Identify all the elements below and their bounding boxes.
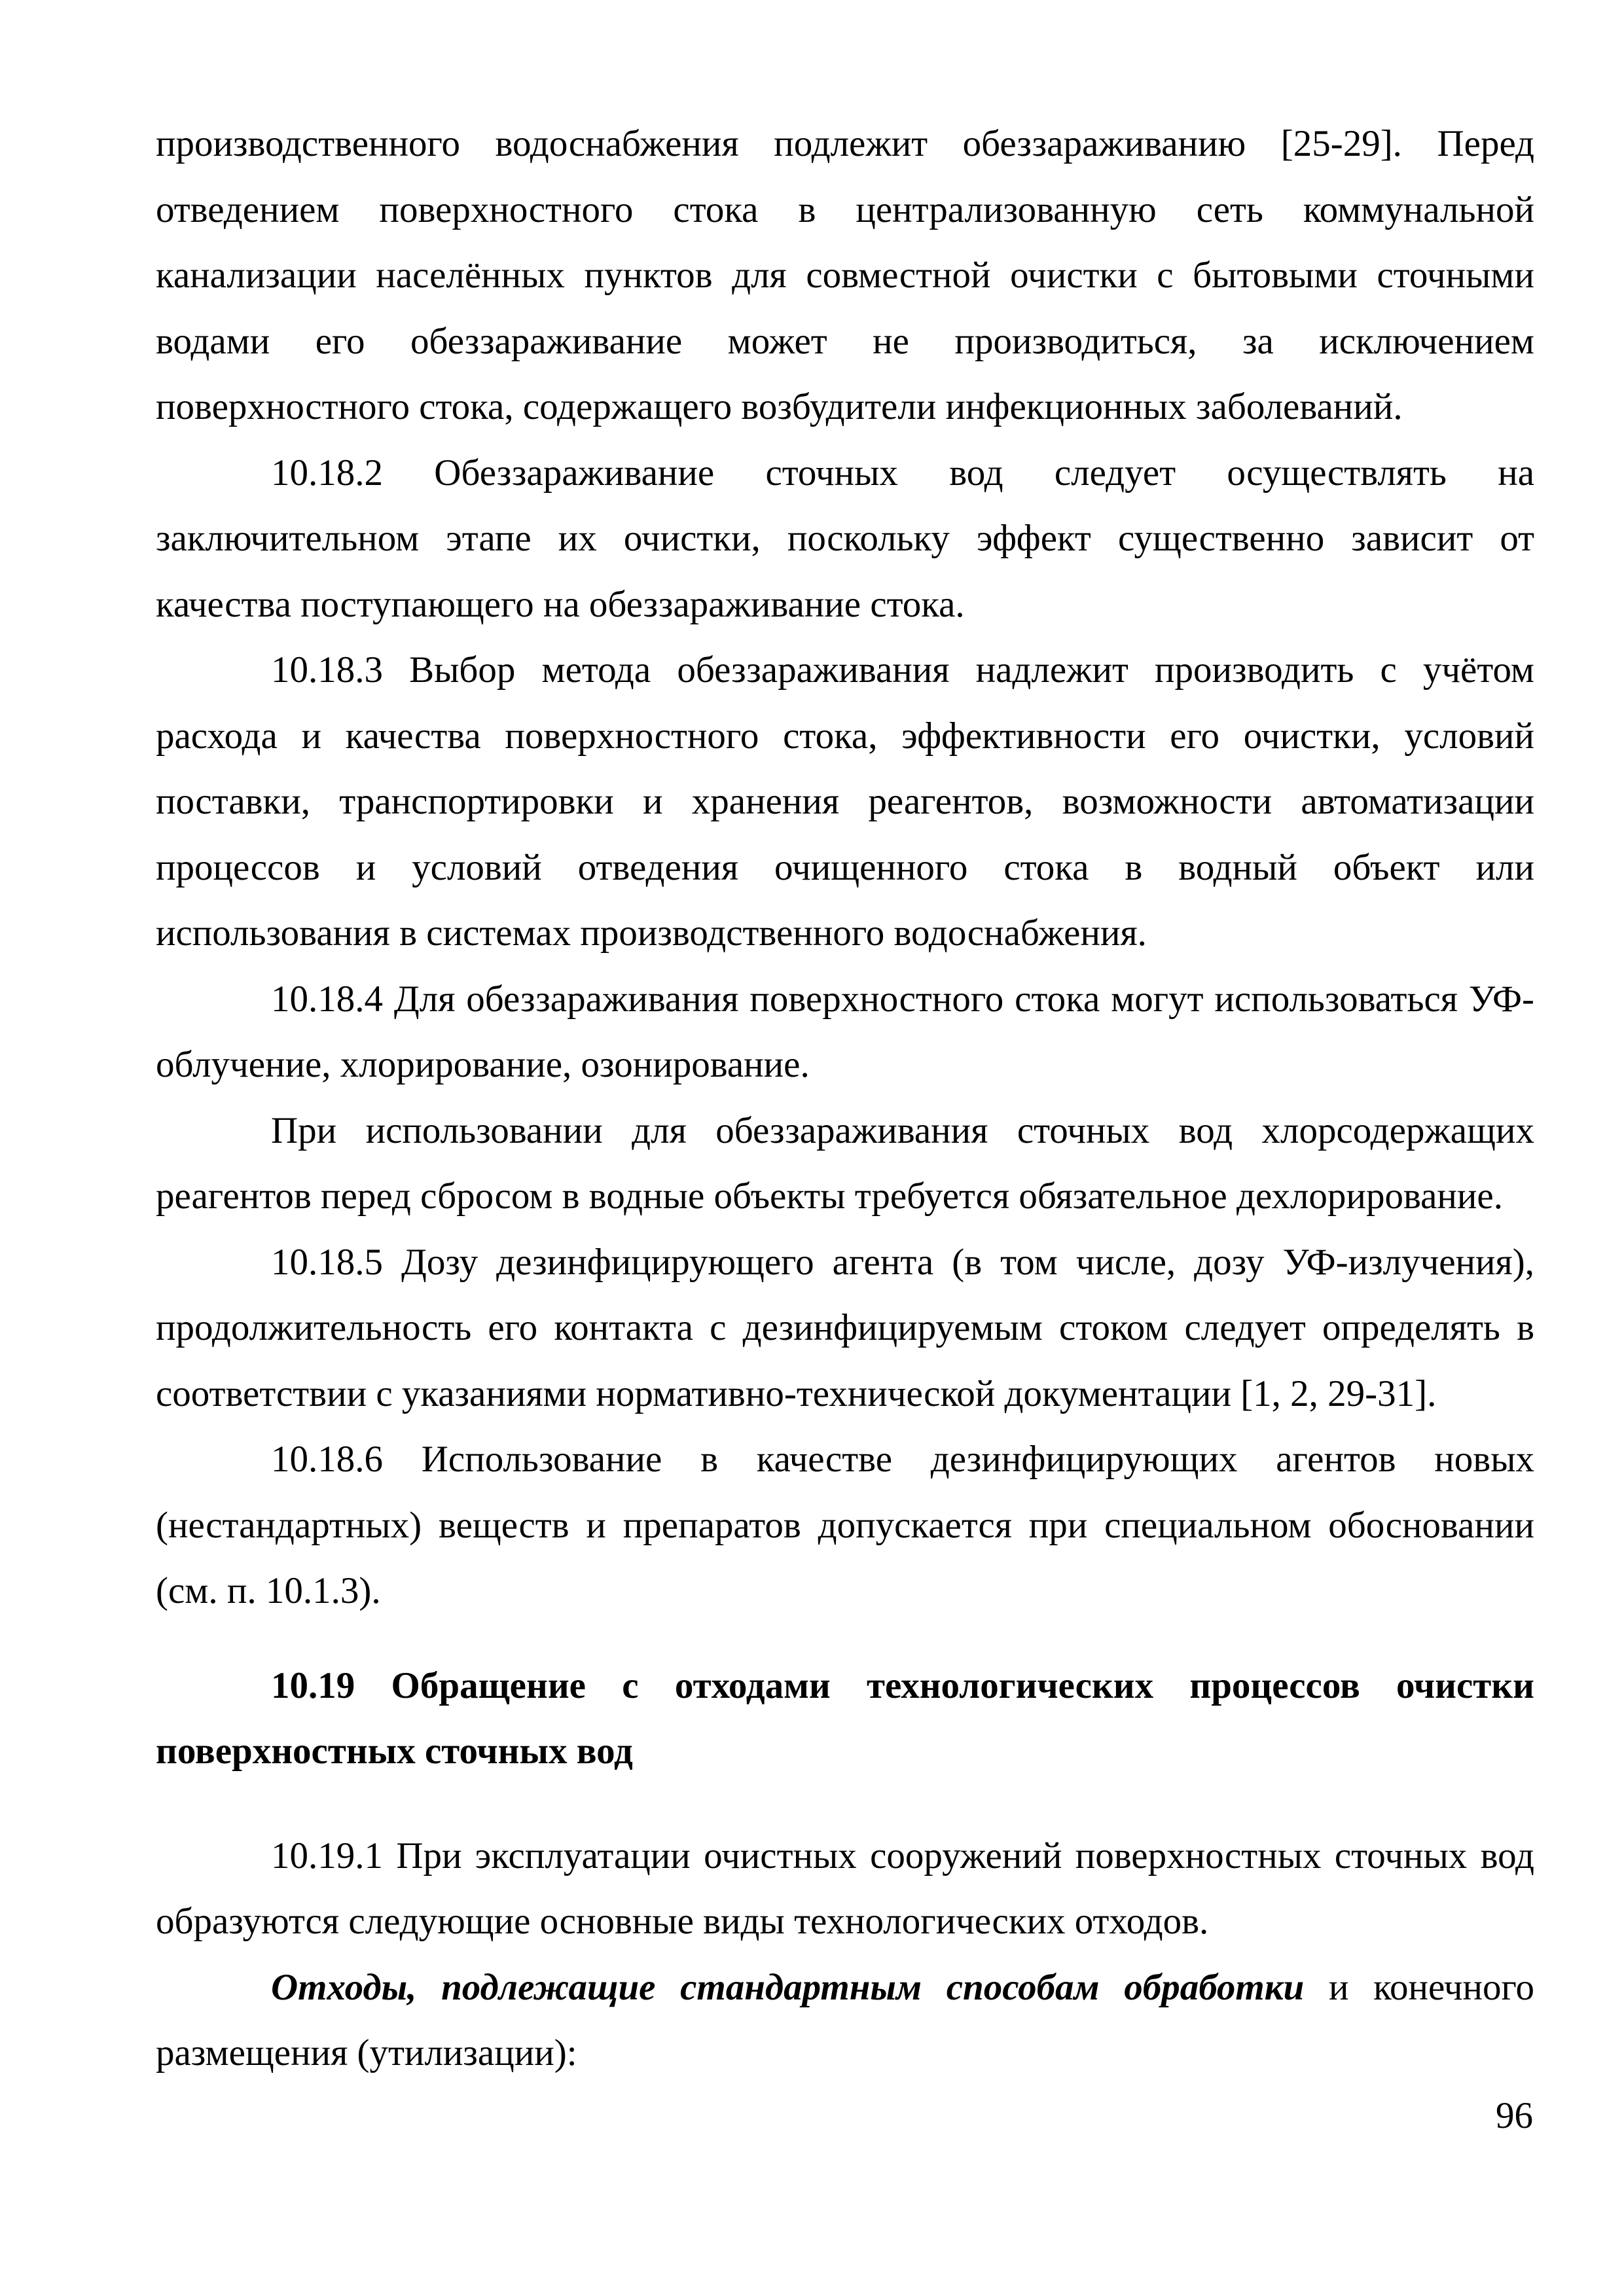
spacer [156, 1624, 1534, 1653]
paragraph-10-18-5: 10.18.5 Дозу дезинфицирующего агента (в том числе, дозу УФ-излучения), продолжительность его контакта с дезинфицируемым стоком следует определять в соответствии с указаниями нормативно-технической документации [1, 2, 29-31]. [156, 1241, 1534, 1414]
page-number: 96 [1496, 2095, 1533, 2136]
paragraph-10-19-1: 10.19.1 При эксплуатации очистных сооружений поверхностных сточных вод образуются следующие основные виды технологических отходов. [156, 1835, 1534, 1942]
paragraph-10-18-3: 10.18.3 Выбор метода обеззараживания надлежит производить с учётом расхода и качества поверхностного стока, эффективности его очистки, условий поставки, транспортировки и хранения реагентов, возможности автоматизации процессов и условий отведения очищенного стока в водный объект или использования в системах производственного водоснабжения. [156, 649, 1534, 954]
section-heading-10-19: 10.19 Обращение с отходами технологических процессов очистки поверхностных сточных вод [156, 1664, 1534, 1772]
emphasized-phrase: Отходы, подлежащие стандартным способам обработки [271, 1966, 1305, 2008]
document-page [156, 111, 1534, 2087]
paragraph-10-18-4: 10.18.4 Для обеззараживания поверхностного стока могут использоваться УФ-облучение, хлорирование, озонирование. [156, 978, 1534, 1085]
paragraph-chlorination-note: При использовании для обеззараживания сточных вод хлорсодержащих реагентов перед сбросом в водные объекты требуется обязательное дехлорирование. [156, 1109, 1534, 1217]
paragraph-10-18-6: 10.18.6 Использование в качестве дезинфицирующих агентов новых (нестандартных) веществ и препаратов допускается при специальном обосновании (см. п. 10.1.3). [156, 1439, 1534, 1611]
paragraph-rest: и конечного размещения (утилизации): [156, 1966, 1534, 2073]
paragraph-waste-types [156, 1955, 1534, 2087]
spacer [156, 1784, 1534, 1823]
paragraph-continuation: производственного водоснабжения подлежит обеззараживанию [25-29]. Перед отведением поверхностного стока в централизованную сеть коммунальной канализации населённых пунктов для совместной очистки с бытовыми сточными водами его обеззараживание может не производиться, за исключением поверхностного стока, содержащего возбудители инфекционных заболеваний. [156, 123, 1534, 427]
paragraph-10-18-2: 10.18.2 Обеззараживание сточных вод следует осуществлять на заключительном этапе их очистки, поскольку эффект существенно зависит от качества поступающего на обеззараживание стока. [156, 452, 1534, 625]
